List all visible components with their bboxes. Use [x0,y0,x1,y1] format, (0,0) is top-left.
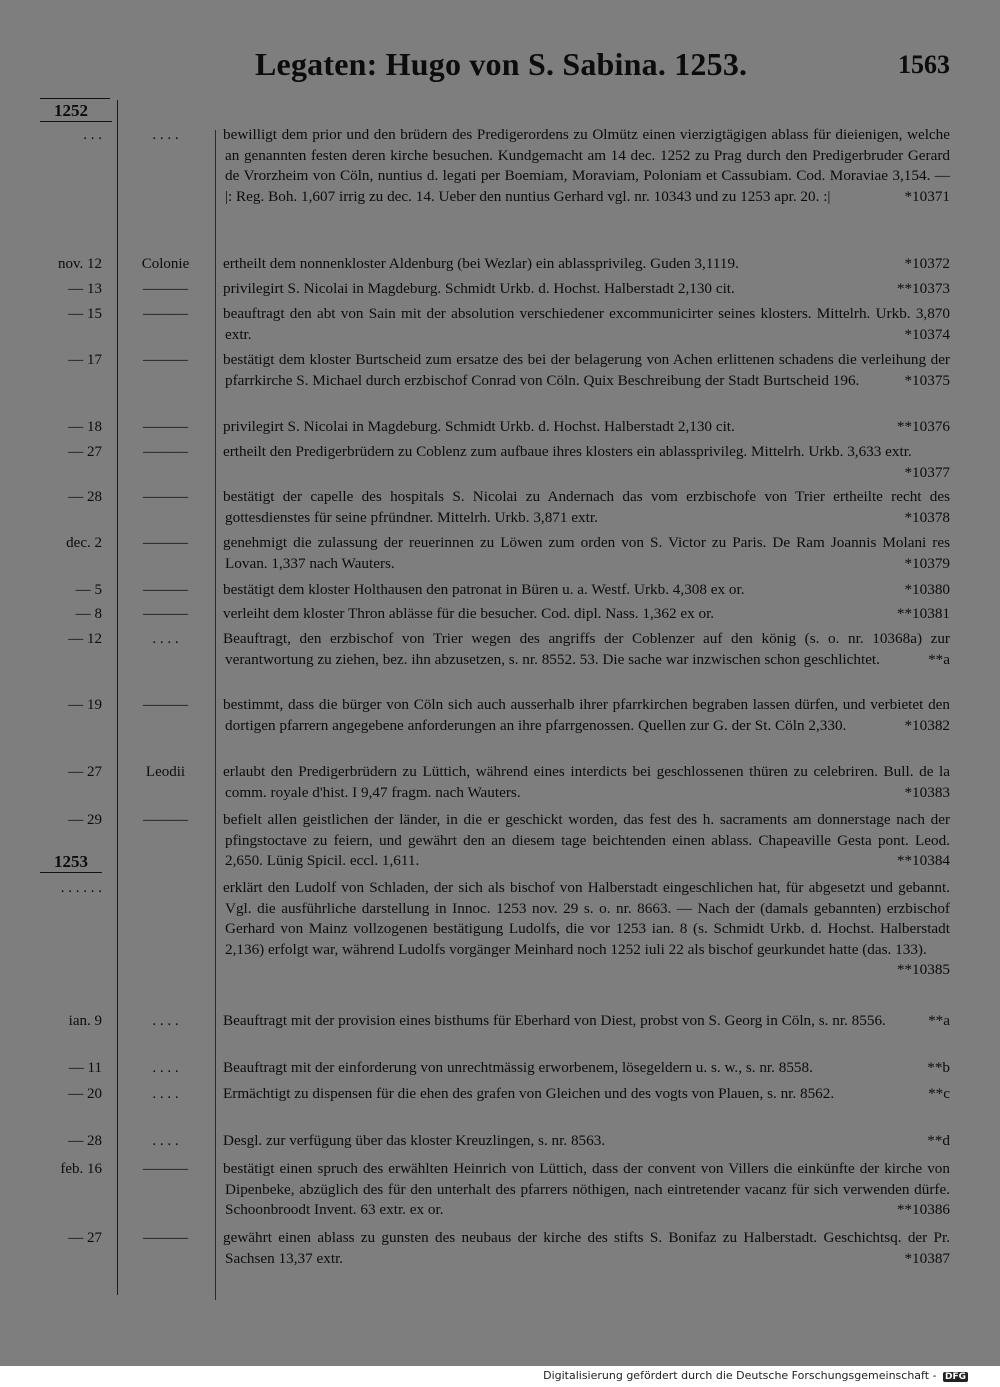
entry-number: **a [928,1012,950,1029]
entry-text [225,1011,950,1032]
entry-date: — 28 [68,1133,102,1149]
entry-date: — 27 [68,444,102,460]
entry-body: bewilligt dem prior und den brüdern des Predigerordens zu Olmütz einen vierzigtägigen ablass für dieienigen, welche an genannten festen deren kirche besuchen. Kundgemacht am 14 dec. 1252 zu Prag durch den Predigerbruder Gerard de Vrorzheim von Cöln, nuntius d. legati per Boemiam, Moraviam, Poloniam et Cassubiam. Cod. Moraviae 3,154. — |: Reg. Boh. 1,607 irrig zu dec. 14. Ueber den nuntius Gerhard vgl. nr. 10343 und zu 1253 apr. 20. :| [223,126,950,205]
entry-text [225,350,950,391]
entry-body: genehmigt die zulassung der reuerinnen zu Löwen zum orden von S. Victor zu Paris. De Ram Joannis Molani res Lovan. 1,337 nach Wauters. [223,534,950,572]
entry-place: ——— [143,697,188,713]
entry-place: . . . . [152,1086,179,1102]
entry-place: Colonie [141,256,190,272]
entry-body: Beauftragt, den erzbischof von Trier wegen des angriffs der Coblenzer auf den könig (s. o. nr. 10368a) zur verantwortung zu ziehen, bez. ihn abzusetzen, s. nr. 8552. 53. Die sache war inzwischen schon geschlichtet. [223,630,950,668]
entry-date: — 5 [75,582,102,598]
entry-body: bestätigt dem kloster Burtscheid zum ersatze des bei der belagerung von Achen erlittenen schadens die verleihung der pfarrkirche S. Michael durch erzbischof Conrad von Cöln. Quix Beschreibung der Stadt Burtscheid 196. [223,351,950,389]
entry-body: Beauftragt mit der einforderung von unrechtmässig erworbenem, lösegeldern u. s. w., s. nr. 8558. [223,1059,813,1076]
entry-number: **d [927,1132,950,1149]
entry-text [225,1084,950,1105]
entry-text [225,304,950,345]
entry-text [225,279,950,300]
entry-number: *10375 [904,371,950,389]
entry-place: . . . . [152,127,179,143]
entry-date: — 17 [68,352,102,368]
entry-body: ertheilt den Predigerbrüdern zu Coblenz zum aufbaue ihres klosters ein ablassprivileg. Mittelrh. Urkb. 3,633 extr. [223,443,912,460]
entry-number: **10376 [896,418,950,435]
entry-number: *10378 [904,508,950,526]
entry-place: ——— [143,1230,188,1246]
page-title: Legaten: Hugo von S. Sabina. 1253. [255,46,748,82]
entry-date: ian. 9 [68,1013,102,1029]
entry-body: bestätigt dem kloster Holthausen den patronat in Büren u. a. Westf. Urkb. 4,308 ex or. [223,581,745,598]
entry-number: *10371 [904,187,950,205]
entry-place: ——— [143,281,188,297]
entry-text [225,125,950,207]
entry-number: **10373 [896,280,950,297]
entry-date: feb. 16 [60,1161,102,1177]
entry-body: gewährt einen ablass zu gunsten des neubaus der kirche des stifts S. Bonifaz zu Halberstadt. Geschichtsq. der Pr. Sachsen 13,37 extr. [223,1229,950,1267]
entry-date: — 8 [75,606,102,622]
entry-body: bestätigt einen spruch des erwählten Heinrich von Lüttich, dass der convent von Villers die einkünfte der kirche von Dipenbeke, abzüglich des für den unterhalt des pfarrers nöthigen, nach eintretender vacanz für sich verwenden dürfe. Schoonbroodt Invent. 63 extr. ex or. [223,1160,950,1218]
entry-body: befielt allen geistlichen der länder, in die er geschickt worden, das fest des h. sacraments am donnerstage nach der pfingstoctave zu feiern, und gewährt den an diesem tage beichtenden einen ablass. Chapeaville Gesta pont. Leod. 2,650. Lünig Spicil. eccl. 1,611. [223,811,950,869]
entry-text [225,417,950,438]
entry-body: erklärt den Ludolf von Schladen, der sich als bischof von Halberstadt eingeschlichen hat, für abgesetzt und gebannt. Vgl. die ausführliche darstellung in Innoc. 1253 nov. 29 s. o. nr. 8663. — Nach der (damals gebannten) erzbischof Gerhard von Mainz vollzogenen bestätigung Ludolfs, die vor 1253 ian. 8 (s. Schmidt Urkb. d. Hochst. Halberstadt 2,136) erfolgt war, während Ludolfs vorgänger Meinhard noch 1252 iuli 22 als bischof geurkundet hatte (das. 133). [223,879,950,958]
entry-text [225,604,950,625]
entry-number: **10381 [896,605,950,622]
entry-body: privilegirt S. Nicolai in Magdeburg. Schmidt Urkb. d. Hochst. Halberstadt 2,130 cit. [223,418,735,435]
entry-body: verleiht dem kloster Thron ablässe für die besucher. Cod. dipl. Nass. 1,362 ex or. [223,605,715,622]
entry-text [225,810,950,872]
entry-body: Desgl. zur verfügung über das kloster Kreuzlingen, s. nr. 8563. [223,1132,606,1149]
entry-number: *10377 [904,463,950,481]
entry-place: ——— [143,1161,188,1177]
entry-body: ertheilt dem nonnenkloster Aldenburg (bei Wezlar) ein ablassprivileg. Guden 3,1119. [223,255,739,272]
entry-body: privilegirt S. Nicolai in Magdeburg. Schmidt Urkb. d. Hochst. Halberstadt 2,130 cit. [223,280,735,297]
entry-date: — 20 [68,1086,102,1102]
footer-credit-text: Digitalisierung gefördert durch die Deutsche Forschungsgemeinschaft - [543,1369,937,1382]
footer-bar [0,1366,1000,1387]
entry-body: erlaubt den Predigerbrüdern zu Lüttich, während eines interdicts bei geschlossenen thüren zu celebriren. Bull. de la comm. royale d'hist. I 9,47 fragm. nach Wauters. [223,763,950,801]
entry-body: Beauftragt mit der provision eines bisthums für Eberhard von Diest, probst von S. Georg in Cöln, s. nr. 8556. [223,1012,886,1029]
footer-credit [543,1369,968,1382]
entry-number: *10380 [904,581,950,598]
entry-text [225,695,950,736]
entry-date: — 11 [68,1060,102,1076]
entry-number: **10385 [896,961,950,978]
entry-date: — 19 [68,697,102,713]
entry-text [225,762,950,803]
entry-text [225,878,950,981]
entry-place: . . . . [152,1060,179,1076]
entry-place: ——— [143,812,188,828]
entry-number: *10379 [904,554,950,572]
entry-place: ——— [143,606,188,622]
page-number: 1563 [898,50,950,79]
entry-text [225,1058,950,1079]
entry-body: Ermächtigt zu dispensen für die ehen des grafen von Gleichen und des vogts von Plauen, s. nr. 8562. [223,1085,835,1102]
entry-body: bestätigt der capelle des hospitals S. Nicolai zu Andernach das vom erzbischofe von Trier ertheilte recht des gottesdienstes für seine pfründner. Mittelrh. Urkb. 3,871 extr. [223,488,950,526]
entry-date: — 29 [68,812,102,828]
entry-number: *10374 [904,325,950,343]
entry-text [225,442,950,483]
entry-text [225,487,950,528]
entry-text [225,580,950,601]
entry-place: . . . . [152,1013,179,1029]
entry-place: ——— [143,489,188,505]
entry-text [225,1131,950,1152]
entry-text [225,533,950,574]
entry-date: . . . . . . [60,880,102,896]
entry-place: ——— [143,352,188,368]
entry-date: — 12 [68,631,102,647]
year-label-1253: 1253 [40,852,102,873]
entry-date: nov. 12 [57,256,102,272]
entry-number: *10372 [904,255,950,272]
entry-date: — 15 [68,306,102,322]
entry-date: — 13 [68,281,102,297]
entry-place: ——— [143,535,188,551]
entry-place: ——— [143,582,188,598]
entry-number: **c [928,1085,950,1102]
entry-place: ——— [143,419,188,435]
entry-number: **a [928,650,950,668]
entry-date: — 18 [68,419,102,435]
entry-number: **10384 [896,852,950,869]
entry-text [225,629,950,670]
entry-body: beauftragt den abt von Sain mit der absolution verschiedener excommunicirter seines klosters. Mittelrh. Urkb. 3,870 extr. [223,305,950,343]
year-label-1252: 1252 [54,101,88,120]
entry-place: ——— [143,306,188,322]
entry-date: — 27 [68,764,102,780]
entry-text [225,1159,950,1221]
entry-place: Leodii [145,764,186,780]
entry-number: *10383 [904,783,950,801]
entry-date: — 28 [68,489,102,505]
entry-date: . . . [83,127,102,143]
entry-date: — 27 [68,1230,102,1246]
entry-place: ——— [143,444,188,460]
entry-number: **b [927,1059,950,1076]
entry-number: *10382 [904,716,950,734]
entry-place: . . . . [152,631,179,647]
entry-number: *10387 [904,1249,950,1267]
entry-text [225,1228,950,1269]
entry-body: bestimmt, dass die bürger von Cöln sich auch ausserhalb ihrer pfarrkirchen begraben lassen dürfen, und verbietet den dortigen pfarrern angegebene anforderungen an ihre pfarrgenossen. Quellen zur G. der St. Cöln 2,330. [223,696,950,734]
entry-text [225,254,950,275]
entry-number: **10386 [896,1201,950,1218]
entry-date: dec. 2 [66,535,102,551]
entry-place: . . . . [152,1133,179,1149]
dfg-logo-icon: DFG [944,1372,966,1382]
